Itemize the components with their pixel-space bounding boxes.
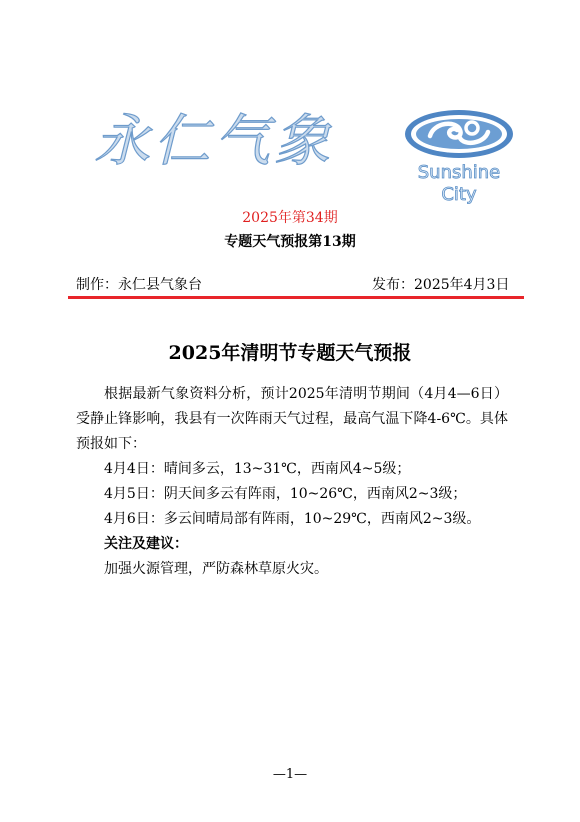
forecast-day-2: 4月5日：阴天间多云有阵雨，10~26℃，西南风2~3级； (104, 486, 467, 502)
masthead (88, 104, 528, 205)
document-title: 2025年清明节专题天气预报 (168, 342, 412, 364)
issue-subtitle: 专题天气预报第13期 (224, 234, 356, 250)
advice-heading: 关注及建议： (104, 536, 188, 552)
publish-date: 发布：2025年4月3日 (372, 277, 510, 293)
forecast-day-3: 4月6日：多云间晴局部有阵雨，10~29℃，西南风2~3级。 (104, 511, 481, 527)
document-body (76, 382, 508, 582)
advice-text: 加强火源管理，严防森林草原火灾。 (104, 561, 328, 577)
forecast-day-1: 4月4日：晴间多云，13~31℃，西南风4~5级； (104, 461, 411, 477)
issue-number: 2025年第34期 (242, 210, 338, 226)
producer-line: 制作：永仁县气象台 (76, 277, 202, 293)
header-divider (68, 296, 524, 299)
cloud-swirl-icon (400, 106, 518, 166)
sunshine-city-logo (400, 106, 518, 205)
masthead-title: 永仁气象 (94, 109, 334, 174)
page-number: —1— (272, 767, 308, 782)
logo-caption: Sunshine City (417, 162, 501, 205)
intro-paragraph: 根据最新气象资料分析，预计2025年清明节期间（4月4—6日）受静止锋影响，我县有一次阵雨天气过程，最高气温下降4-6℃。具体预报如下： (76, 386, 508, 452)
